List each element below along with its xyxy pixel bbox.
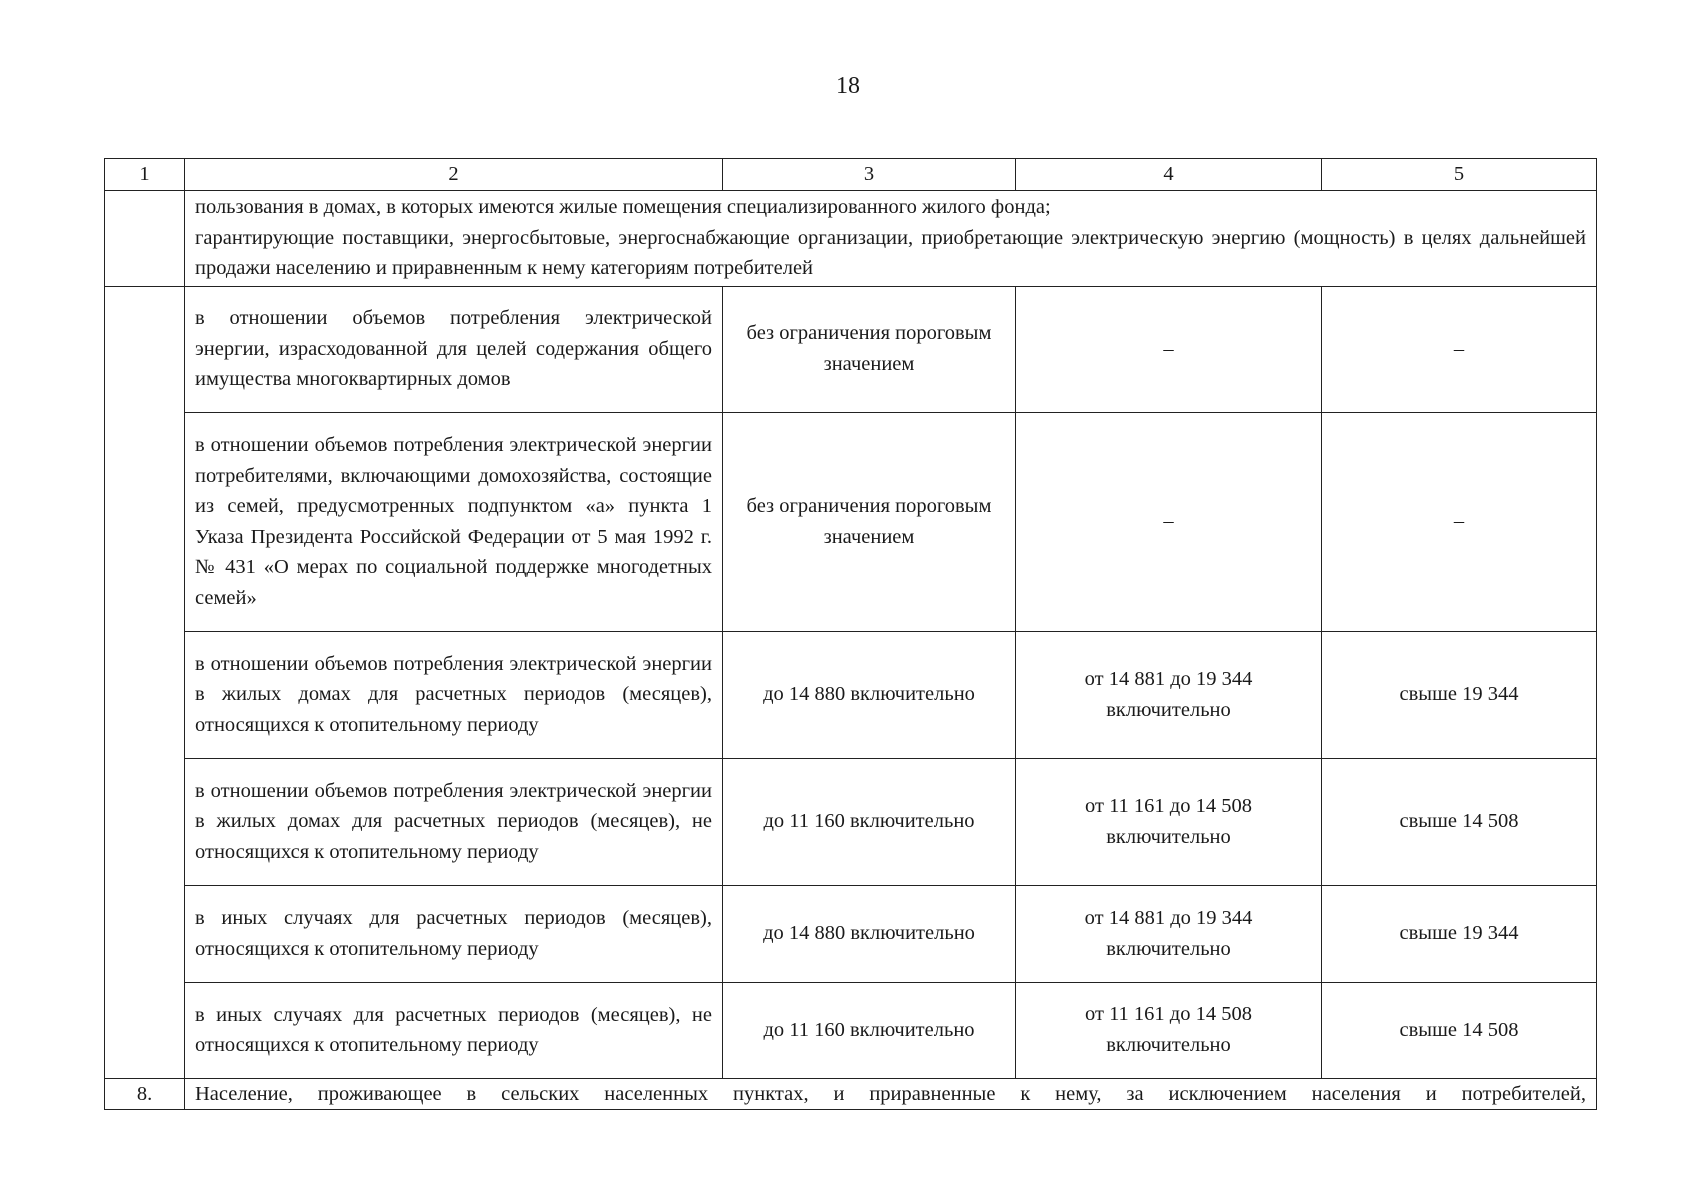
table-row [105,885,1597,982]
threshold-col-4: – [1016,412,1322,631]
continued-text-line-2: гарантирующие поставщики, энергосбытовые, энергоснабжающие организации, приобретающие электрическую энергию (мощность) в целях дальнейшей продажи населению и приравненным к нему категориям потребителей [195,226,1586,280]
row-description: в иных случаях для расчетных периодов (месяцев), не относящихся к отопительному периоду [185,982,723,1078]
row-description: в отношении объемов потребления электрической энергии потребителями, включающими домохозяйства, состоящие из семей, предусмотренных подпунктом «а» пункта 1 Указа Президента Российской Федерации от 5 мая 1992 г. № 431 «О мерах по социальной поддержке многодетных семей» [185,412,723,631]
table-row [105,631,1597,758]
threshold-col-5: – [1322,286,1597,412]
row-description: в отношении объемов потребления электрической энергии в жилых домах для расчетных периодов (месяцев), относящихся к отопительному периоду [185,631,723,758]
empty-number-cell [105,190,185,286]
row-description: в отношении объемов потребления электрической энергии в жилых домах для расчетных периодов (месяцев), не относящихся к отопительному периоду [185,758,723,885]
continued-category-row [105,190,1597,286]
threshold-col-4: – [1016,286,1322,412]
table-row [105,412,1597,631]
table-row [105,286,1597,412]
threshold-col-4: от 11 161 до 14 508 включительно [1016,758,1322,885]
threshold-col-5: свыше 19 344 [1322,885,1597,982]
threshold-col-5: – [1322,412,1597,631]
next-category-text: Население, проживающее в сельских населенных пунктах, и приравненные к нему, за исключением населения и потребителей, [185,1078,1597,1110]
threshold-col-4: от 14 881 до 19 344 включительно [1016,631,1322,758]
next-category-row [105,1078,1597,1110]
threshold-col-3: до 14 880 включительно [723,885,1016,982]
column-number-4: 4 [1016,159,1322,191]
threshold-col-3: до 11 160 включительно [723,758,1016,885]
row-description: в отношении объемов потребления электрической энергии, израсходованной для целей содержания общего имущества многоквартирных домов [185,286,723,412]
threshold-col-4: от 14 881 до 19 344 включительно [1016,885,1322,982]
empty-number-cell [105,286,185,1078]
threshold-col-5: свыше 14 508 [1322,758,1597,885]
column-number-2: 2 [185,159,723,191]
row-description: в иных случаях для расчетных периодов (месяцев), относящихся к отопительному периоду [185,885,723,982]
tariff-threshold-table [104,158,1597,1110]
column-number-3: 3 [723,159,1016,191]
page-number: 18 [836,73,860,99]
threshold-col-3: до 11 160 включительно [723,982,1016,1078]
threshold-col-4: от 11 161 до 14 508 включительно [1016,982,1322,1078]
row-number: 8. [105,1078,185,1110]
continued-text-line-1: пользования в домах, в которых имеются жилые помещения специализированного жилого фонда; [195,196,1051,219]
column-number-5: 5 [1322,159,1597,191]
column-number-1: 1 [105,159,185,191]
threshold-col-5: свыше 14 508 [1322,982,1597,1078]
continued-category-text [185,190,1597,286]
threshold-col-3: без ограничения пороговым значением [723,286,1016,412]
threshold-col-3: до 14 880 включительно [723,631,1016,758]
threshold-col-5: свыше 19 344 [1322,631,1597,758]
column-number-row [105,159,1597,191]
table-row [105,982,1597,1078]
threshold-col-3: без ограничения пороговым значением [723,412,1016,631]
table-row [105,758,1597,885]
